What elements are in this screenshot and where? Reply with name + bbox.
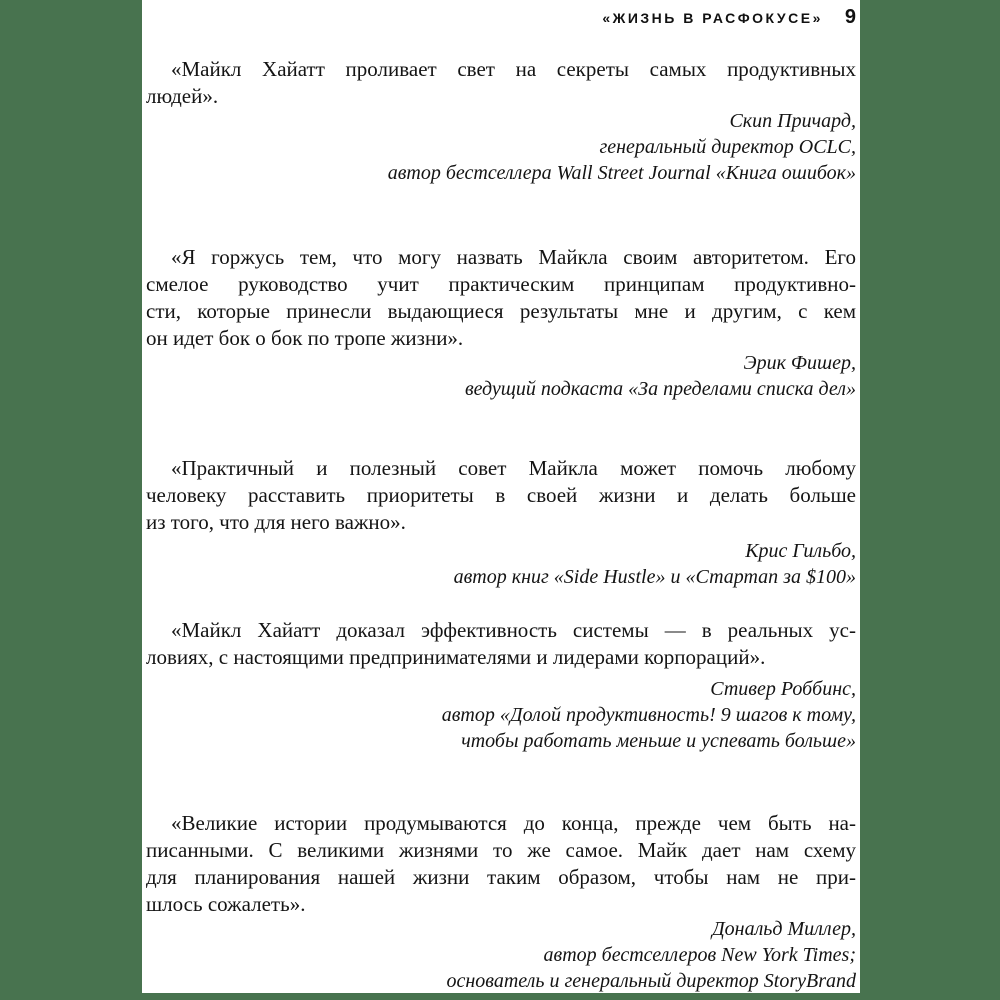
running-header — [146, 6, 856, 29]
attribution-line: автор книг «Side Hustle» и «Стартап за $100» — [453, 566, 856, 588]
book-page — [142, 0, 860, 993]
quote-line: «Великие истории продумываются до конца, прежде чем быть на- — [171, 811, 856, 835]
quote-line: из того, что для него важно». — [146, 510, 406, 534]
attribution-line: чтобы работать меньше и успевать больше» — [461, 730, 856, 752]
quote-line: «Практичный и полезный совет Майкла может помочь любому — [171, 456, 856, 480]
attribution-line: основатель и генеральный директор StoryBrand — [446, 970, 856, 992]
page-number: 9 — [844, 6, 856, 28]
attribution-line: Стивер Роббинс, — [710, 678, 856, 700]
running-title: «ЖИЗНЬ В РАСФОКУСЕ» — [602, 10, 823, 26]
attribution-line: Эрик Фишер, — [743, 352, 856, 374]
quote-line: «Я горжусь тем, что могу назвать Майкла своим авторитетом. Его — [171, 245, 856, 269]
attribution-line: Крис Гильбо, — [745, 540, 856, 562]
attribution-line: автор бестселлера Wall Street Journal «Книга ошибок» — [387, 162, 856, 184]
quote-line: смелое руководство учит практическим принципам продуктивно- — [146, 272, 856, 296]
attribution-line: Скип Причард, — [729, 110, 856, 132]
testimonial-attribution-3 — [146, 538, 856, 590]
quote-line: «Майкл Хайатт доказал эффективность системы — в реальных ус- — [171, 618, 856, 642]
testimonial-quote-3 — [146, 455, 856, 536]
quote-line: человеку расставить приоритеты в своей жизни и делать больше — [146, 483, 856, 507]
testimonial-quote-5 — [146, 810, 856, 918]
testimonial-attribution-4 — [146, 676, 856, 754]
quote-line: шлось сожалеть». — [146, 892, 306, 916]
testimonial-attribution-5 — [146, 916, 856, 993]
testimonial-quote-4 — [146, 617, 856, 671]
attribution-line: автор бестселлеров New York Times; — [543, 944, 856, 966]
quote-line: писанными. С великими жизнями то же самое. Майк дает нам схему — [146, 838, 856, 862]
testimonial-quote-2 — [146, 244, 856, 352]
testimonial-attribution-1 — [146, 108, 856, 186]
quote-line: ловиях, с настоящими предпринимателями и лидерами корпораций». — [146, 645, 766, 669]
testimonial-quote-1 — [146, 56, 856, 110]
quote-line: для планирования нашей жизни таким образом, чтобы нам не при- — [146, 865, 856, 889]
attribution-line: Дональд Миллер, — [711, 918, 856, 940]
quote-line: «Майкл Хайатт проливает свет на секреты самых продуктивных — [171, 57, 856, 81]
testimonial-attribution-2 — [146, 350, 856, 402]
quote-line: сти, которые принесли выдающиеся результаты мне и другим, с кем — [146, 299, 856, 323]
quote-line: людей». — [146, 84, 219, 108]
attribution-line: генеральный директор OCLC, — [599, 136, 856, 158]
attribution-line: ведущий подкаста «За пределами списка дел» — [465, 378, 856, 400]
quote-line: он идет бок о бок по тропе жизни». — [146, 326, 464, 350]
attribution-line: автор «Долой продуктивность! 9 шагов к тому, — [441, 704, 856, 726]
